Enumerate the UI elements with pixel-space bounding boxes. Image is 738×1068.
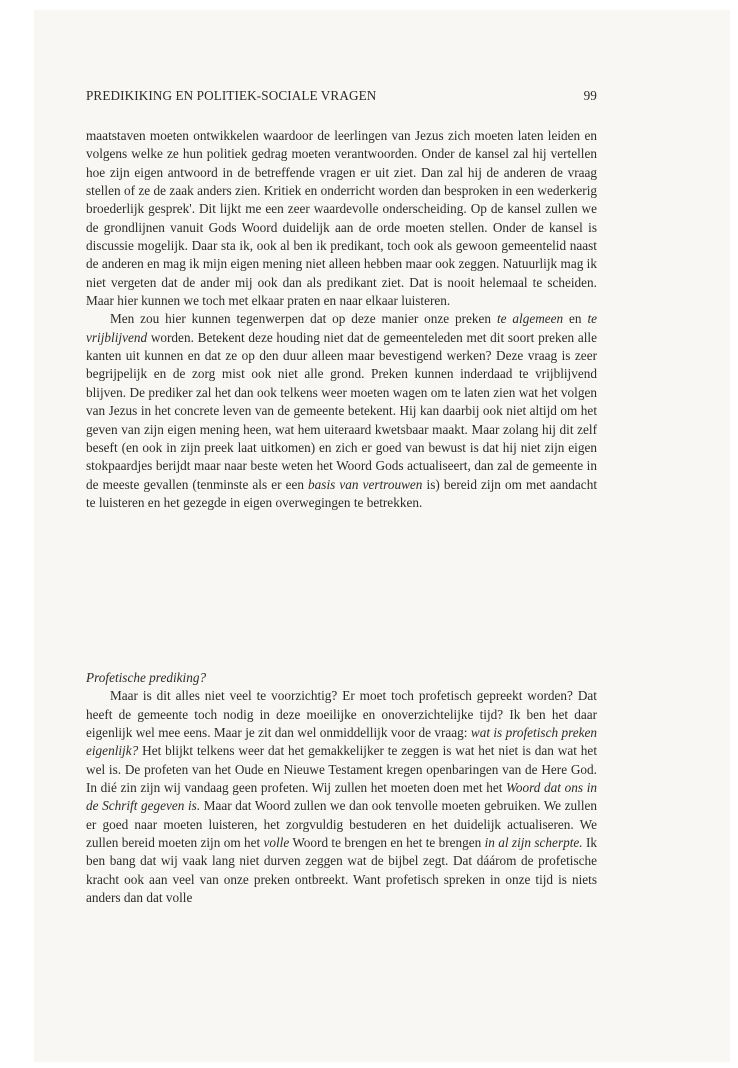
paragraph-3-emphasis-d: in al zijn scherpte.: [484, 835, 583, 851]
running-head: [86, 88, 597, 106]
paragraph-1-text: maatstaven moeten ontwikkelen waardoor de leerlingen van Jezus zich moeten laten leiden en volgens welke ze hun politiek gedrag moeten verantwoorden. Onder de kansel zal hij vertellen hoe zijn eigen antwoord in de betreffende vragen er uit ziet. Dan zal hij de anderen de vraag stellen of ze de zaak anders zien. Kritiek en onderricht worden dan besproken in een wederkerig broederlijk gesprek'. Dit lijkt me een zeer waardevolle onderscheiding. Op de kansel zullen we de grondlijnen vanuit Gods Woord duidelijk aan de orde moeten stellen. Onder de kansel is discussie mogelijk. Daar sta ik, ook al ben ik predikant, toch ook als gewoon gemeentelid naast de anderen en mag ik mijn eigen mening niet alleen hebben maar ook zeggen. Natuurlijk mag ik niet vergeten dat de ander mij ook dan als predikant ziet. Dat is nooit helemaal te scheiden. Maar hier kunnen we toch met elkaar praten en naar elkaar luisteren.: [86, 128, 597, 309]
paragraph-1: [86, 127, 597, 310]
paragraph-3-text-b: Het blijkt telkens weer dat het gemakkelijker te zeggen is wat het niet is dan wat het wel is. De profeten van het Oude en Nieuwe Testament kregen openbaringen van de Here God. In dié zin zijn wij vandaag geen profeten. Wij zullen het moeten doen met het: [86, 743, 597, 796]
text-block-top: [86, 127, 597, 512]
paragraph-2-emphasis-a: te algemeen: [496, 311, 564, 327]
paragraph-2: [86, 310, 597, 512]
paragraph-2-text-c: worden. Betekent deze houding niet dat de gemeenteleden met dit soort preken alle kanten uit kunnen en dat ze op den duur alleen maar bevestigend werken? Deze vraag is zeer begrijpelijk en de zorg mist ook niet alle grond. Preken kunnen inderdaad te vrijblijvend blijven. De prediker zal het dan ook telkens weer moeten wagen om te laten zien wat het volgen van Jezus in het concrete leven van de gemeente betekent. Hij kan daarbij ook niet altijd om het geven van zijn eigen mening heen, wat hem uiteraard kwetsbaar maakt. Maar zolang hij dit zelf beseft (en ook in zijn preek laat uitkomen) en zich er goed van bewust is dat hij niet zijn eigen stokpaardjes berijdt maar naar beste weten het Woord Gods actualiseert, dan zal de gemeente in de meeste gevallen (tenminste als er een: [86, 329, 597, 492]
paragraph-3-text-d: Woord te brengen en het te brengen: [289, 835, 485, 851]
paragraph-2-text-d: is) bereid zijn om met aandacht te luisteren en het gezegde in eigen overwegingen te betrekken.: [86, 476, 597, 510]
paragraph-3-emphasis-b: Woord dat ons in de Schrift gegeven is.: [86, 780, 597, 814]
paragraph-3-emphasis-a: wat is profetisch preken eigenlijk?: [86, 725, 598, 759]
paragraph-2-emphasis-c: basis van vertrouwen: [308, 476, 423, 492]
paragraph-3-emphasis-c: volle: [263, 835, 290, 851]
paragraph-3-text-e: Ik ben bang dat wij vaak lang niet durven zeggen wat de bijbel zegt. Dat dáárom de profetische kracht ook aan veel van onze preken ontbreekt. Want profetisch spreken in onze tijd is niets anders dan dat volle: [86, 835, 597, 906]
running-title: PREDIKIKING EN POLITIEK-SOCIALE VRAGEN: [86, 88, 377, 103]
section-heading: Profetische prediking?: [86, 670, 207, 685]
paragraph-3-text-c: Maar dat Woord zullen we dan ook tenvolle moeten gebruiken. We zullen er goed naar moeten luisteren, het zorgvuldig bestuderen en het duidelijk actualiseren. We zullen bereid moeten zijn om het: [86, 798, 598, 851]
paragraph-3: [86, 687, 597, 907]
paragraph-3-text-a: Maar is dit alles niet veel te voorzichtig? Er moet toch profetisch gepreekt worden? Dat heeft de gemeente toch nodig in deze moeilijke en onoverzichtelijke tijd? Ik ben het daar eigenlijk wel mee eens. Maar je zit dan wel onmiddellijk voor de vraag:: [86, 688, 597, 741]
paragraph-2-text-b: en: [563, 311, 588, 327]
paragraph-2-emphasis-b: te vrijblijvend: [86, 311, 597, 345]
page-number: 99: [583, 88, 597, 103]
paragraph-2-text-a: Men zou hier kunnen tegenwerpen dat op deze manier onze preken: [110, 311, 497, 327]
text-block-bottom: [86, 669, 597, 907]
